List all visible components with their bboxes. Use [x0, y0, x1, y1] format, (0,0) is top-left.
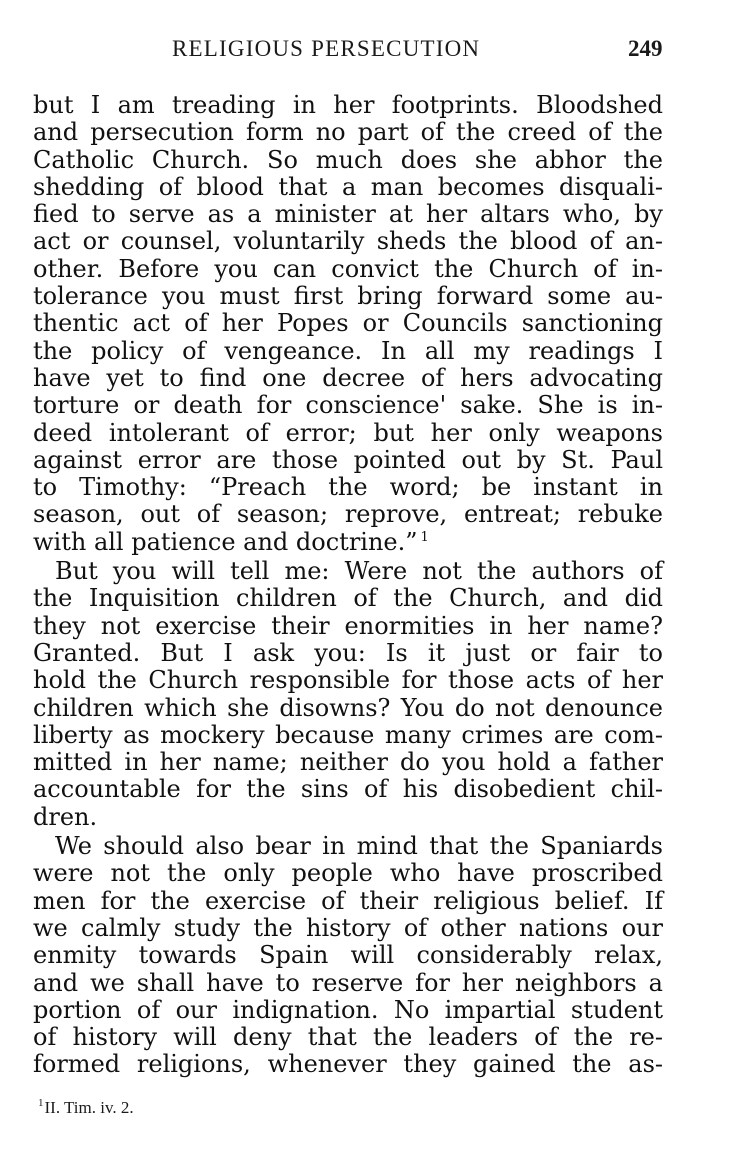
footnote-reference: 1 [420, 529, 429, 545]
text-line: Catholic Church. So much does she abhor the [33, 145, 663, 174]
body-text [33, 92, 663, 1081]
text-line: the policy of vengeance. In all my readings I [33, 336, 663, 365]
text-line: of history will deny that the leaders of the re- [33, 1023, 663, 1052]
footnote-mark: 1 [38, 1097, 44, 1110]
text-line: to Timothy: “Preach the word; be instant in [33, 473, 663, 502]
text-line: we calmly study the history of other nations our [33, 913, 663, 942]
running-head [0, 36, 748, 66]
text-line: children which she disowns? You do not denounce [33, 693, 663, 722]
text-line: shedding of blood that a man becomes disquali- [33, 172, 663, 201]
text-line: fied to serve as a minister at her altars who, by [33, 200, 663, 229]
text-line: thentic act of her Popes or Councils sanctioning [33, 309, 663, 338]
text-line: and we shall have to reserve for her neighbors a [33, 968, 663, 997]
text-line: they not exercise their enormities in her name? [33, 611, 663, 640]
footnote-text: II. Tim. iv. 2. [44, 1098, 134, 1117]
text-line: liberty as mockery because many crimes are com- [33, 720, 663, 749]
text-line: enmity towards Spain will considerably relax, [33, 941, 663, 970]
text-line: against error are those pointed out by St. Paul [33, 445, 663, 474]
text-line-content: with all patience and doctrine.” [33, 527, 418, 556]
paragraph-3 [33, 833, 663, 1079]
text-line-last: dren. [33, 802, 98, 831]
text-line: tolerance you must first bring forward some au- [33, 282, 663, 311]
text-line: but I am treading in her footprints. Bloodshed [33, 91, 663, 119]
text-line-last [33, 529, 663, 556]
running-title: RELIGIOUS PERSECUTION [172, 36, 481, 61]
footnote [38, 1098, 134, 1118]
page-number: 249 [628, 36, 663, 61]
text-line: hold the Church responsible for those acts of her [33, 666, 663, 695]
text-line: were not the only people who have proscribed [33, 859, 663, 888]
text-line: formed religions, whenever they gained the as- [33, 1050, 663, 1079]
text-line: other. Before you can convict the Church of in- [33, 254, 663, 283]
paragraph-1 [33, 92, 663, 556]
text-line-first: But you will tell me: Were not the authors of [55, 557, 663, 586]
text-line: have yet to find one decree of hers advocating [33, 363, 663, 392]
paragraph-2 [33, 558, 663, 831]
text-line-first: We should also bear in mind that the Spaniards [55, 832, 663, 861]
text-line: Granted. But I ask you: Is it just or fair to [33, 638, 663, 667]
text-line: the Inquisition children of the Church, and did [33, 584, 663, 613]
text-line: mitted in her name; neither do you hold a father [33, 748, 663, 777]
text-line: act or counsel, voluntarily sheds the blood of an- [33, 227, 663, 256]
text-line: and persecution form no part of the creed of the [33, 118, 663, 147]
text-line: portion of our indignation. No impartial student [33, 995, 663, 1024]
text-line: deed intolerant of error; but her only weapons [33, 418, 663, 447]
text-line: men for the exercise of their religious belief. If [33, 886, 663, 915]
text-line: accountable for the sins of his disobedient chil- [33, 775, 663, 804]
text-line: season, out of season; reprove, entreat; rebuke [33, 500, 663, 529]
text-line: torture or death for conscience' sake. She is in- [33, 391, 663, 420]
